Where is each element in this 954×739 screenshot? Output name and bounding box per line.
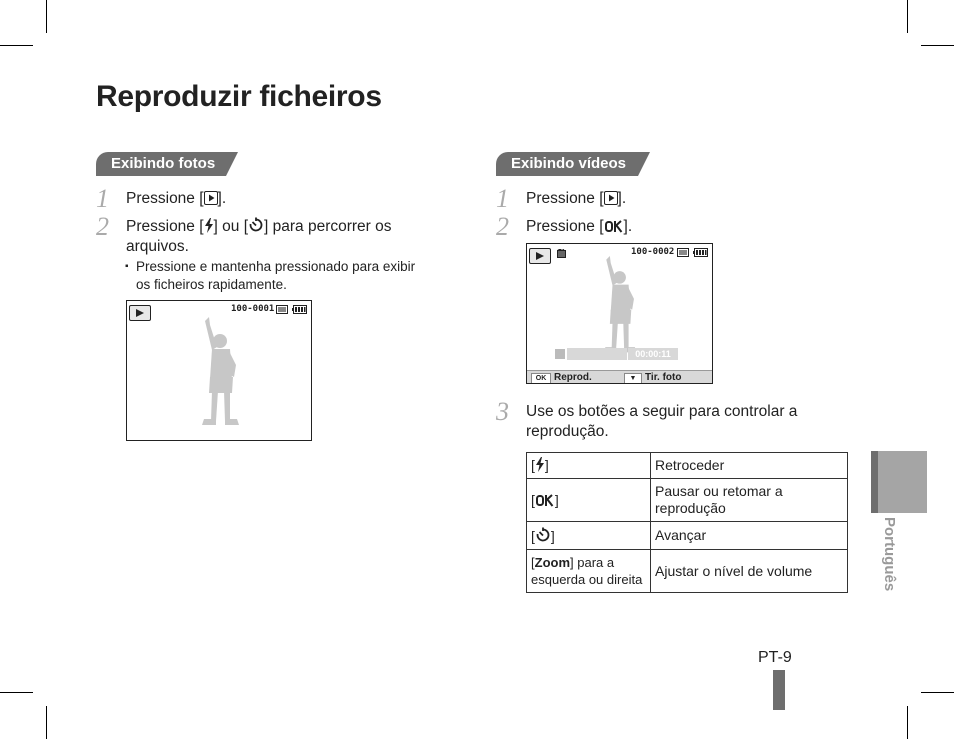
- movie-icon: [557, 249, 566, 258]
- playback-mode-icon: [129, 305, 151, 321]
- stop-icon: [554, 348, 566, 360]
- timer-icon: [248, 217, 264, 233]
- crop-mark: [0, 45, 33, 46]
- action-cell: Ajustar o nível de volume: [651, 550, 848, 593]
- play-label: Reprod.: [554, 372, 592, 383]
- action-cell: Avançar: [651, 522, 848, 550]
- language-label: Português: [881, 517, 898, 592]
- table-row: [527, 522, 848, 550]
- crop-mark: [0, 692, 33, 693]
- step-number: 2: [96, 212, 109, 241]
- playback-mode-icon: [529, 248, 551, 264]
- flash-icon: [535, 457, 545, 472]
- page-number: PT-9: [758, 649, 792, 666]
- button-guide-bar: [527, 370, 712, 384]
- play-icon: [604, 191, 618, 205]
- photo-playback-screen: [126, 300, 312, 441]
- memory-card-icon: [276, 305, 288, 314]
- key-cell: [ ]: [527, 522, 651, 550]
- play-icon: [204, 191, 218, 205]
- step-1-text: Pressione [ ].: [126, 190, 227, 207]
- table-row: [527, 479, 848, 522]
- action-cell: Pausar ou retomar a reprodução: [651, 479, 848, 522]
- video-playback-screen: [526, 243, 713, 384]
- battery-icon: [693, 248, 708, 257]
- ok-icon: [604, 220, 624, 233]
- ok-key-badge: OK: [531, 373, 551, 384]
- key-cell: [ ]: [527, 453, 651, 479]
- crop-mark: [921, 692, 954, 693]
- step-number: 1: [96, 184, 109, 213]
- crop-mark: [907, 706, 908, 739]
- step-2-text: Pressione [ ] ou [ ] para percorrer os arquivos.: [126, 218, 392, 255]
- flash-icon: [204, 218, 214, 233]
- time-counter: 00:00:11: [628, 348, 678, 360]
- battery-icon: [292, 305, 307, 314]
- step-number: 2: [496, 212, 509, 241]
- down-arrow-icon: ▼: [624, 373, 642, 384]
- table-row: [527, 550, 848, 593]
- action-cell: Retroceder: [651, 453, 848, 479]
- ok-icon: [535, 494, 555, 507]
- progress-bar: [567, 348, 627, 360]
- crop-mark: [907, 0, 908, 33]
- page-marker: [773, 670, 785, 710]
- page-title: Reproduzir ficheiros: [96, 80, 382, 113]
- person-silhouette: [587, 256, 647, 356]
- file-number: 100-0001: [231, 304, 275, 314]
- key-cell: [Zoom] para a esquerda ou direita: [527, 550, 651, 593]
- crop-mark: [921, 45, 954, 46]
- step-3-text: Use os botões a seguir para controlar a reprodução.: [526, 403, 798, 440]
- table-row: [527, 453, 848, 479]
- person-silhouette: [187, 317, 247, 429]
- timer-icon: [535, 527, 551, 543]
- section-tab-photos: Exibindo fotos: [96, 152, 226, 176]
- bullet-note: ▪ Pressione e mantenha pressionado para exibir os ficheiros rapidamente.: [125, 259, 416, 292]
- controls-table: [526, 452, 848, 593]
- file-number: 100-0002: [631, 247, 675, 257]
- memory-card-icon: [677, 248, 689, 257]
- crop-mark: [46, 706, 47, 739]
- capture-label: Tir. foto: [645, 372, 682, 383]
- section-tab-videos: Exibindo vídeos: [496, 152, 638, 176]
- language-tab: [871, 451, 927, 513]
- step-2-text: Pressione [ ].: [526, 218, 633, 235]
- step-number: 3: [496, 397, 509, 426]
- step-1-text: Pressione [ ].: [526, 190, 627, 207]
- crop-mark: [46, 0, 47, 33]
- key-cell: [ ]: [527, 479, 651, 522]
- step-number: 1: [496, 184, 509, 213]
